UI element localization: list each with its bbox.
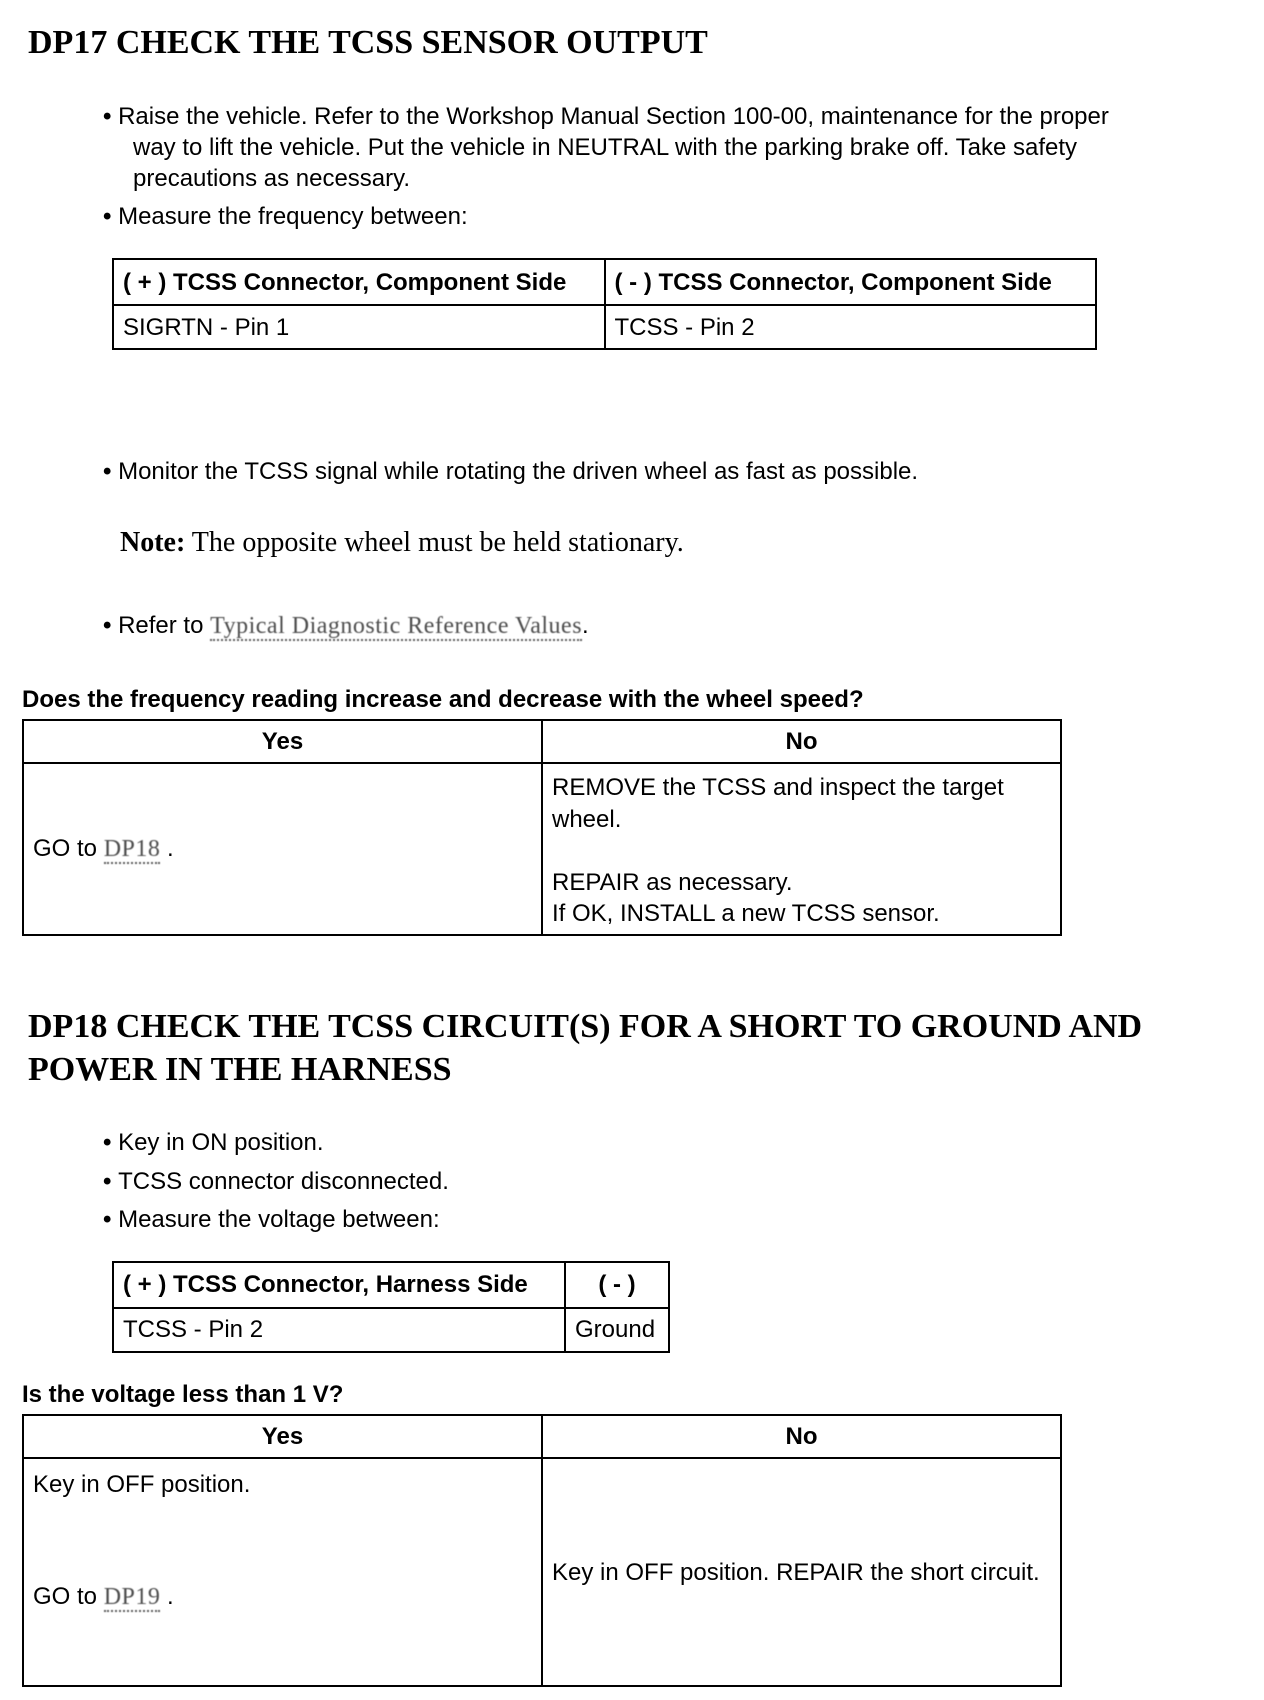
table-header-row [23, 720, 1061, 763]
dp17-result-table [22, 719, 1062, 936]
bullet-measure-voltage: • Measure the voltage between: [103, 1204, 1133, 1235]
dp17-heading: DP17 CHECK THE TCSS SENSOR OUTPUT [28, 24, 708, 61]
no-header: No [542, 1415, 1061, 1458]
cell-positive-pin: SIGRTN - Pin 1 [113, 305, 605, 349]
table-row [113, 1308, 669, 1352]
dp17-measurement-table [112, 258, 1097, 350]
table-header-row [23, 1415, 1061, 1458]
link-typical-diagnostic-reference-values[interactable]: Typical Diagnostic Reference Values [210, 612, 583, 639]
dp18-question: Is the voltage less than 1 V? [22, 1380, 344, 1408]
no-action-remove: REMOVE the TCSS and inspect the target wheel. [552, 774, 1004, 833]
table-row [23, 763, 1061, 935]
cell-negative-pin: TCSS - Pin 2 [605, 305, 1097, 349]
table-header-row [113, 1262, 669, 1308]
go-suffix: . [160, 1582, 174, 1610]
bullet-monitor-signal: • Monitor the TCSS signal while rotating the driven wheel as fast as possible. [103, 456, 1133, 487]
go-suffix: . [160, 835, 174, 863]
dp17-bullet-list-3 [103, 610, 1204, 642]
go-prefix: GO to [33, 835, 104, 863]
yes-header: Yes [23, 1415, 542, 1458]
link-dp18[interactable]: DP18 [103, 836, 161, 863]
go-prefix: GO to [33, 1582, 104, 1610]
dp18-result-table [22, 1414, 1062, 1687]
yes-go-line [33, 1581, 532, 1613]
yes-key-off: Key in OFF position. [33, 1471, 251, 1499]
table-row [23, 1458, 1061, 1686]
note [120, 525, 1264, 561]
dp17-bullet-list-2 [103, 456, 1204, 487]
yes-cell [23, 763, 542, 935]
header-cell-positive: ( + ) TCSS Connector, Harness Side [113, 1262, 565, 1308]
dp17-bullet-list [103, 101, 1204, 233]
bullet-raise-vehicle: • Raise the vehicle. Refer to the Workshop Manual Section 100-00, maintenance for the proper way to lift the vehicle. Put the vehicle in NEUTRAL with the parking brake off. Take safety precautions as necessary. [103, 101, 1133, 195]
link-dp19[interactable]: DP19 [103, 1583, 161, 1610]
no-action-repair: REPAIR as necessary. [552, 868, 793, 896]
bullet-connector-disconnected: • TCSS connector disconnected. [103, 1166, 1133, 1197]
no-cell [542, 763, 1061, 935]
header-cell-negative: ( - ) [565, 1262, 669, 1308]
yes-header: Yes [23, 720, 542, 763]
header-cell-positive: ( + ) TCSS Connector, Component Side [113, 259, 605, 305]
bullet-key-on: • Key in ON position. [103, 1127, 1133, 1158]
dp18-heading: DP18 CHECK THE TCSS CIRCUIT(S) FOR A SHORT TO GROUND AND POWER IN THE HARNESS [28, 1008, 1143, 1088]
header-cell-negative: ( - ) TCSS Connector, Component Side [605, 259, 1097, 305]
cell-negative-pin: Ground [565, 1308, 669, 1352]
no-header: No [542, 720, 1061, 763]
table-header-row [113, 259, 1096, 305]
refer-suffix: . [582, 611, 589, 639]
dp17-question: Does the frequency reading increase and decrease with the wheel speed? [22, 686, 864, 714]
yes-cell [23, 1458, 542, 1686]
refer-prefix: Refer to [118, 611, 211, 639]
cell-positive-pin: TCSS - Pin 2 [113, 1308, 565, 1352]
note-label: Note: [120, 527, 186, 559]
bullet-refer-to [103, 610, 1133, 642]
bullet-measure-frequency: • Measure the frequency between: [103, 201, 1133, 232]
dp18-measurement-table [112, 1261, 670, 1353]
no-action-install: If OK, INSTALL a new TCSS sensor. [552, 899, 940, 927]
no-cell: Key in OFF position. REPAIR the short circuit. [542, 1458, 1061, 1686]
table-row [113, 305, 1096, 349]
note-text: The opposite wheel must be held stationary. [191, 527, 684, 559]
document-page [0, 22, 1264, 1687]
dp18-bullet-list [103, 1127, 1204, 1235]
